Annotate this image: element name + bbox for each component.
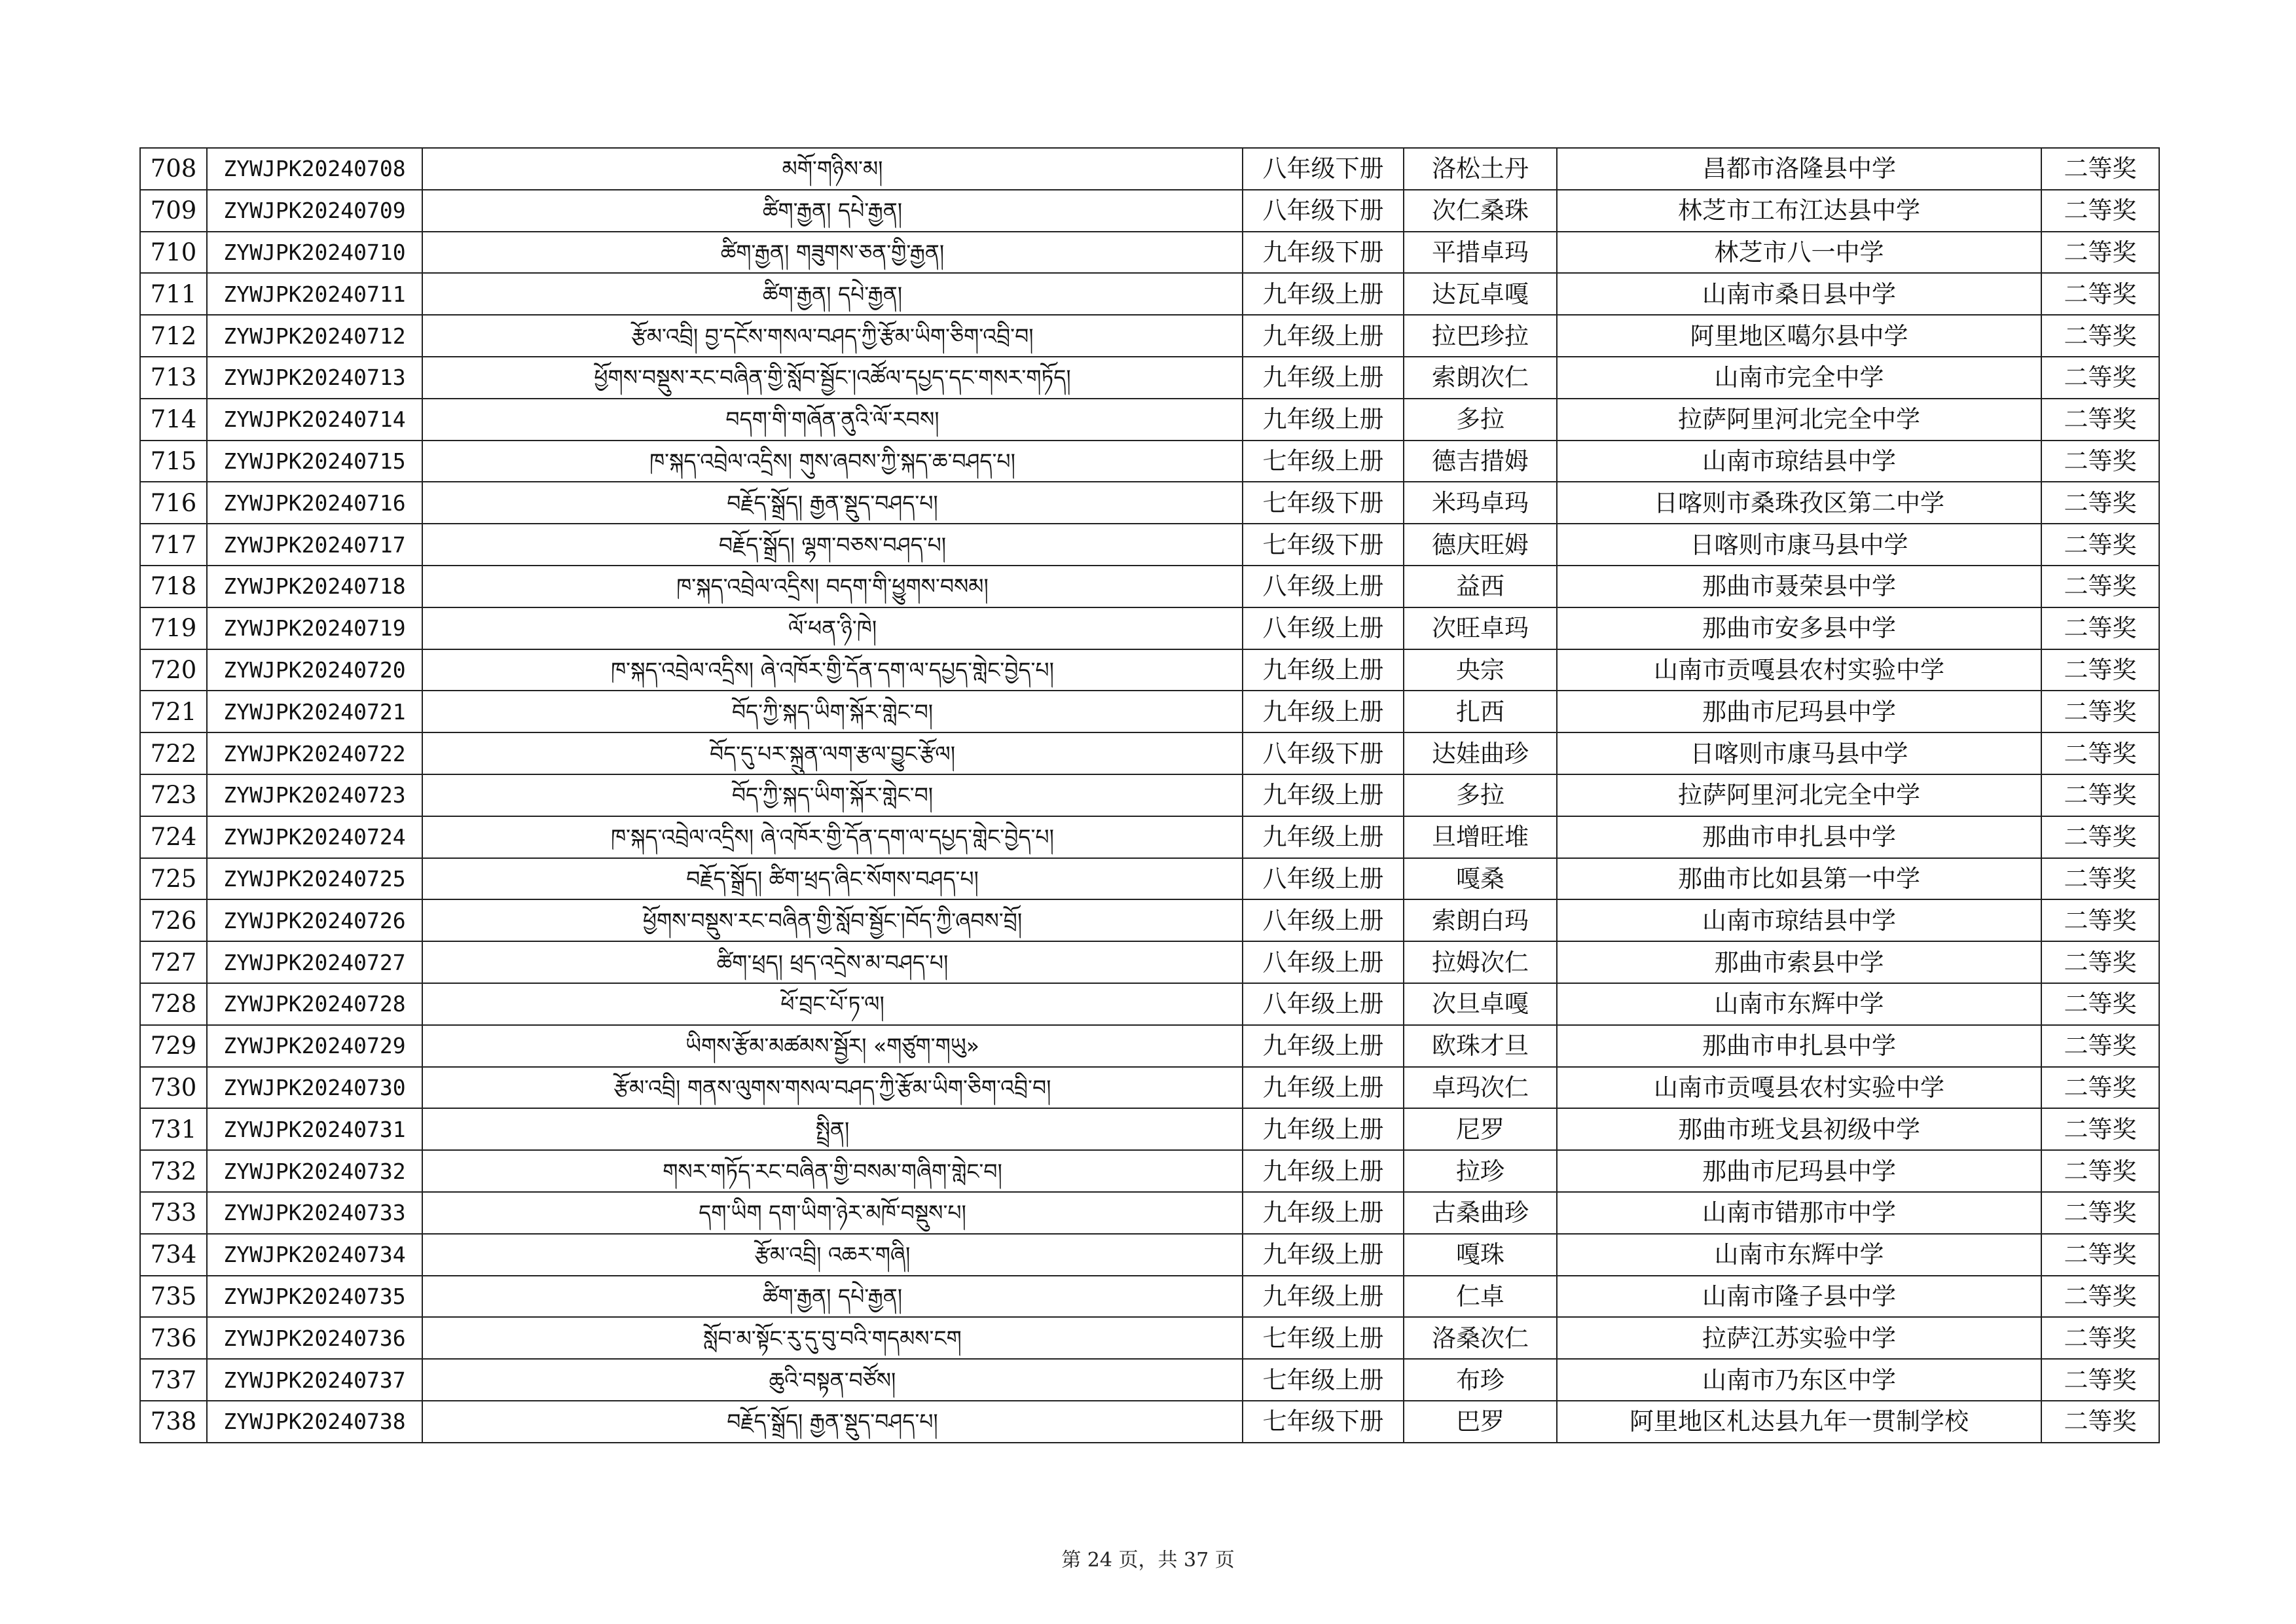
teacher-name-cell: 索朗次仁 (1404, 357, 1557, 399)
award-level-cell: 二等奖 (2041, 148, 2159, 190)
award-level-cell: 二等奖 (2041, 1359, 2159, 1401)
school-name-cell: 日喀则市康马县中学 (1557, 732, 2041, 774)
award-list-table (139, 147, 2160, 1443)
row-number-cell: 708 (140, 148, 207, 190)
table-row (140, 482, 2159, 524)
grade-volume-cell: 九年级上册 (1243, 816, 1404, 858)
table-row (140, 1401, 2159, 1443)
teacher-name-cell: 旦增旺堆 (1404, 816, 1557, 858)
table-row (140, 1234, 2159, 1276)
grade-volume-cell: 八年级上册 (1243, 941, 1404, 983)
award-level-cell: 二等奖 (2041, 357, 2159, 399)
lesson-title-cell: ལོ་ཕན་ཉི་ཁེ། (422, 607, 1243, 649)
entry-code-cell: ZYWJPK20240731 (207, 1108, 422, 1150)
row-number-cell: 724 (140, 816, 207, 858)
entry-code-cell: ZYWJPK20240738 (207, 1401, 422, 1443)
row-number-cell: 713 (140, 357, 207, 399)
grade-volume-cell: 七年级下册 (1243, 524, 1404, 566)
row-number-cell: 725 (140, 858, 207, 900)
school-name-cell: 山南市错那市中学 (1557, 1192, 2041, 1234)
grade-volume-cell: 七年级上册 (1243, 441, 1404, 482)
row-number-cell: 716 (140, 482, 207, 524)
teacher-name-cell: 益西 (1404, 566, 1557, 607)
school-name-cell: 山南市完全中学 (1557, 357, 2041, 399)
grade-volume-cell: 九年级上册 (1243, 1150, 1404, 1192)
row-number-cell: 734 (140, 1234, 207, 1276)
table-row (140, 732, 2159, 774)
grade-volume-cell: 八年级下册 (1243, 148, 1404, 190)
school-name-cell: 林芝市工布江达县中学 (1557, 190, 2041, 232)
table-row (140, 1276, 2159, 1318)
award-level-cell: 二等奖 (2041, 649, 2159, 691)
entry-code-cell: ZYWJPK20240736 (207, 1317, 422, 1359)
award-level-cell: 二等奖 (2041, 1067, 2159, 1109)
entry-code-cell: ZYWJPK20240725 (207, 858, 422, 900)
school-name-cell: 林芝市八一中学 (1557, 232, 2041, 274)
entry-code-cell: ZYWJPK20240713 (207, 357, 422, 399)
table-row (140, 1150, 2159, 1192)
row-number-cell: 709 (140, 190, 207, 232)
entry-code-cell: ZYWJPK20240728 (207, 983, 422, 1025)
table-row (140, 1108, 2159, 1150)
table-row (140, 1067, 2159, 1109)
entry-code-cell: ZYWJPK20240737 (207, 1359, 422, 1401)
school-name-cell: 日喀则市康马县中学 (1557, 524, 2041, 566)
grade-volume-cell: 九年级上册 (1243, 1108, 1404, 1150)
award-level-cell: 二等奖 (2041, 899, 2159, 941)
school-name-cell: 那曲市班戈县初级中学 (1557, 1108, 2041, 1150)
award-level-cell: 二等奖 (2041, 524, 2159, 566)
table-row (140, 858, 2159, 900)
entry-code-cell: ZYWJPK20240717 (207, 524, 422, 566)
lesson-title-cell: དག་ཡིག དག་ཡིག་ཉེར་མཁོ་བསྡུས་པ། (422, 1192, 1243, 1234)
award-level-cell: 二等奖 (2041, 482, 2159, 524)
award-level-cell: 二等奖 (2041, 774, 2159, 816)
teacher-name-cell: 嘎珠 (1404, 1234, 1557, 1276)
row-number-cell: 730 (140, 1067, 207, 1109)
lesson-title-cell: རྩོམ་འབྲི། གནས་ལུགས་གསལ་བཤད་ཀྱི་རྩོམ་ཡིག་ཅིག་འབྲི་བ། (422, 1067, 1243, 1109)
lesson-title-cell: ཁ་སྐད་འབྲེལ་འདྲིས། ཞེ་འཁོར་གྱི་དོན་དག་ལ་དཔྱད་གླེང་བྱེད་པ། (422, 816, 1243, 858)
entry-code-cell: ZYWJPK20240719 (207, 607, 422, 649)
row-number-cell: 723 (140, 774, 207, 816)
award-level-cell: 二等奖 (2041, 858, 2159, 900)
award-level-cell: 二等奖 (2041, 232, 2159, 274)
grade-volume-cell: 九年级上册 (1243, 1025, 1404, 1067)
table-row (140, 983, 2159, 1025)
table-row (140, 232, 2159, 274)
row-number-cell: 721 (140, 691, 207, 732)
lesson-title-cell: ཚིག་རྒྱན། གཟུགས་ཅན་གྱི་རྒྱན། (422, 232, 1243, 274)
grade-volume-cell: 八年级上册 (1243, 858, 1404, 900)
award-level-cell: 二等奖 (2041, 566, 2159, 607)
table-row (140, 1192, 2159, 1234)
teacher-name-cell: 次仁桑珠 (1404, 190, 1557, 232)
grade-volume-cell: 八年级上册 (1243, 566, 1404, 607)
grade-volume-cell: 九年级上册 (1243, 649, 1404, 691)
teacher-name-cell: 德吉措姆 (1404, 441, 1557, 482)
table-row (140, 273, 2159, 315)
teacher-name-cell: 多拉 (1404, 399, 1557, 441)
teacher-name-cell: 次旺卓玛 (1404, 607, 1557, 649)
award-level-cell: 二等奖 (2041, 399, 2159, 441)
award-level-cell: 二等奖 (2041, 607, 2159, 649)
entry-code-cell: ZYWJPK20240711 (207, 273, 422, 315)
school-name-cell: 山南市隆子县中学 (1557, 1276, 2041, 1318)
entry-code-cell: ZYWJPK20240734 (207, 1234, 422, 1276)
table-row (140, 899, 2159, 941)
grade-volume-cell: 七年级上册 (1243, 1359, 1404, 1401)
school-name-cell: 那曲市索县中学 (1557, 941, 2041, 983)
entry-code-cell: ZYWJPK20240726 (207, 899, 422, 941)
table-row (140, 941, 2159, 983)
entry-code-cell: ZYWJPK20240709 (207, 190, 422, 232)
school-name-cell: 那曲市聂荣县中学 (1557, 566, 2041, 607)
entry-code-cell: ZYWJPK20240724 (207, 816, 422, 858)
lesson-title-cell: ཚིག་རྒྱན། དཔེ་རྒྱན། (422, 273, 1243, 315)
table-row (140, 816, 2159, 858)
grade-volume-cell: 九年级上册 (1243, 1067, 1404, 1109)
award-level-cell: 二等奖 (2041, 816, 2159, 858)
row-number-cell: 727 (140, 941, 207, 983)
row-number-cell: 722 (140, 732, 207, 774)
entry-code-cell: ZYWJPK20240718 (207, 566, 422, 607)
entry-code-cell: ZYWJPK20240732 (207, 1150, 422, 1192)
lesson-title-cell: ཕྱོགས་བསྡུས་རང་བཞིན་གྱི་སློབ་སྦྱོང་།འཚོལ་དཔྱད་དང་གསར་གཏོད། (422, 357, 1243, 399)
row-number-cell: 715 (140, 441, 207, 482)
table-row (140, 315, 2159, 357)
teacher-name-cell: 古桑曲珍 (1404, 1192, 1557, 1234)
teacher-name-cell: 洛松土丹 (1404, 148, 1557, 190)
entry-code-cell: ZYWJPK20240727 (207, 941, 422, 983)
entry-code-cell: ZYWJPK20240716 (207, 482, 422, 524)
row-number-cell: 732 (140, 1150, 207, 1192)
lesson-title-cell: བོད་དུ་པར་སྐྲུན་ལག་རྩལ་བྱུང་རྩོལ། (422, 732, 1243, 774)
grade-volume-cell: 九年级上册 (1243, 315, 1404, 357)
row-number-cell: 733 (140, 1192, 207, 1234)
entry-code-cell: ZYWJPK20240721 (207, 691, 422, 732)
lesson-title-cell: ཆུའི་བསྟན་བཙོས། (422, 1359, 1243, 1401)
grade-volume-cell: 九年级上册 (1243, 774, 1404, 816)
lesson-title-cell: རྩོམ་འབྲི། བྱ་དངོས་གསལ་བཤད་ཀྱི་རྩོམ་ཡིག་ཅིག་འབྲི་བ། (422, 315, 1243, 357)
grade-volume-cell: 七年级下册 (1243, 482, 1404, 524)
school-name-cell: 阿里地区札达县九年一贯制学校 (1557, 1401, 2041, 1443)
row-number-cell: 729 (140, 1025, 207, 1067)
grade-volume-cell: 九年级上册 (1243, 1276, 1404, 1318)
lesson-title-cell: ཁ་སྐད་འབྲེལ་འདྲིས། ཞེ་འཁོར་གྱི་དོན་དག་ལ་དཔྱད་གླེང་བྱེད་པ། (422, 649, 1243, 691)
row-number-cell: 736 (140, 1317, 207, 1359)
row-number-cell: 735 (140, 1276, 207, 1318)
grade-volume-cell: 八年级上册 (1243, 983, 1404, 1025)
table-body (140, 148, 2159, 1443)
award-level-cell: 二等奖 (2041, 1317, 2159, 1359)
teacher-name-cell: 仁卓 (1404, 1276, 1557, 1318)
award-level-cell: 二等奖 (2041, 1401, 2159, 1443)
grade-volume-cell: 九年级上册 (1243, 273, 1404, 315)
award-level-cell: 二等奖 (2041, 441, 2159, 482)
school-name-cell: 山南市贡嘎县农村实验中学 (1557, 1067, 2041, 1109)
grade-volume-cell: 八年级下册 (1243, 732, 1404, 774)
row-number-cell: 731 (140, 1108, 207, 1150)
teacher-name-cell: 拉珍 (1404, 1150, 1557, 1192)
entry-code-cell: ZYWJPK20240708 (207, 148, 422, 190)
entry-code-cell: ZYWJPK20240712 (207, 315, 422, 357)
school-name-cell: 拉萨江苏实验中学 (1557, 1317, 2041, 1359)
award-level-cell: 二等奖 (2041, 732, 2159, 774)
school-name-cell: 那曲市申扎县中学 (1557, 816, 2041, 858)
table-row (140, 357, 2159, 399)
entry-code-cell: ZYWJPK20240723 (207, 774, 422, 816)
school-name-cell: 山南市贡嘎县农村实验中学 (1557, 649, 2041, 691)
table-row (140, 691, 2159, 732)
entry-code-cell: ZYWJPK20240720 (207, 649, 422, 691)
lesson-title-cell: སྤྲིན། (422, 1108, 1243, 1150)
grade-volume-cell: 八年级下册 (1243, 190, 1404, 232)
lesson-title-cell: ཕོ་བྲང་པོ་ཏ་ལ། (422, 983, 1243, 1025)
award-level-cell: 二等奖 (2041, 273, 2159, 315)
table-row (140, 1025, 2159, 1067)
entry-code-cell: ZYWJPK20240714 (207, 399, 422, 441)
teacher-name-cell: 达瓦卓嘎 (1404, 273, 1557, 315)
table-row (140, 774, 2159, 816)
award-level-cell: 二等奖 (2041, 983, 2159, 1025)
teacher-name-cell: 拉巴珍拉 (1404, 315, 1557, 357)
teacher-name-cell: 达娃曲珍 (1404, 732, 1557, 774)
entry-code-cell: ZYWJPK20240733 (207, 1192, 422, 1234)
teacher-name-cell: 卓玛次仁 (1404, 1067, 1557, 1109)
grade-volume-cell: 九年级上册 (1243, 1234, 1404, 1276)
lesson-title-cell: བརྗོད་སྒྲོད། ཚིག་ཕྲད་ཞིང་སོགས་བཤད་པ། (422, 858, 1243, 900)
teacher-name-cell: 平措卓玛 (1404, 232, 1557, 274)
award-level-cell: 二等奖 (2041, 1234, 2159, 1276)
lesson-title-cell: ཕྱོགས་བསྡུས་རང་བཞིན་གྱི་སློབ་སྦྱོང་།བོད་ཀྱི་ཞབས་བྲོ། (422, 899, 1243, 941)
lesson-title-cell: གསར་གཏོད་རང་བཞིན་གྱི་བསམ་གཞིག་གླེང་བ། (422, 1150, 1243, 1192)
row-number-cell: 710 (140, 232, 207, 274)
table-row (140, 649, 2159, 691)
row-number-cell: 718 (140, 566, 207, 607)
teacher-name-cell: 德庆旺姆 (1404, 524, 1557, 566)
award-level-cell: 二等奖 (2041, 1025, 2159, 1067)
grade-volume-cell: 七年级下册 (1243, 1401, 1404, 1443)
school-name-cell: 山南市琼结县中学 (1557, 899, 2041, 941)
lesson-title-cell: བརྗོད་སྒྲོད། རྒྱན་སྡུད་བཤད་པ། (422, 1401, 1243, 1443)
lesson-title-cell: ཚིག་ཕྲད། ཕྲད་འདྲེས་མ་བཤད་པ། (422, 941, 1243, 983)
teacher-name-cell: 央宗 (1404, 649, 1557, 691)
teacher-name-cell: 多拉 (1404, 774, 1557, 816)
school-name-cell: 那曲市尼玛县中学 (1557, 1150, 2041, 1192)
lesson-title-cell: བོད་ཀྱི་སྐད་ཡིག་སྐོར་གླེང་བ། (422, 691, 1243, 732)
row-number-cell: 719 (140, 607, 207, 649)
grade-volume-cell: 九年级上册 (1243, 399, 1404, 441)
lesson-title-cell: ཡིགས་རྩོམ་མཚམས་སྦྱོར། «གཙུག་གཡུ» (422, 1025, 1243, 1067)
table-row (140, 399, 2159, 441)
lesson-title-cell: ཁ་སྐད་འབྲེལ་འདྲིས། བདག་གི་ཕྱུགས་བསམ། (422, 566, 1243, 607)
school-name-cell: 日喀则市桑珠孜区第二中学 (1557, 482, 2041, 524)
row-number-cell: 726 (140, 899, 207, 941)
entry-code-cell: ZYWJPK20240735 (207, 1276, 422, 1318)
table-row (140, 1359, 2159, 1401)
lesson-title-cell: རྩོམ་འབྲི། འཆར་གཞི། (422, 1234, 1243, 1276)
school-name-cell: 那曲市尼玛县中学 (1557, 691, 2041, 732)
school-name-cell: 那曲市安多县中学 (1557, 607, 2041, 649)
table-row (140, 190, 2159, 232)
award-level-cell: 二等奖 (2041, 315, 2159, 357)
entry-code-cell: ZYWJPK20240730 (207, 1067, 422, 1109)
grade-volume-cell: 八年级上册 (1243, 607, 1404, 649)
school-name-cell: 山南市东辉中学 (1557, 1234, 2041, 1276)
teacher-name-cell: 尼罗 (1404, 1108, 1557, 1150)
school-name-cell: 昌都市洛隆县中学 (1557, 148, 2041, 190)
row-number-cell: 717 (140, 524, 207, 566)
teacher-name-cell: 布珍 (1404, 1359, 1557, 1401)
school-name-cell: 那曲市比如县第一中学 (1557, 858, 2041, 900)
row-number-cell: 714 (140, 399, 207, 441)
lesson-title-cell: མགོ་གཉིས་མ། (422, 148, 1243, 190)
lesson-title-cell: བརྗོད་སྒྲོད། རྒྱན་སྡུད་བཤད་པ། (422, 482, 1243, 524)
teacher-name-cell: 扎西 (1404, 691, 1557, 732)
teacher-name-cell: 拉姆次仁 (1404, 941, 1557, 983)
entry-code-cell: ZYWJPK20240729 (207, 1025, 422, 1067)
award-level-cell: 二等奖 (2041, 1276, 2159, 1318)
school-name-cell: 拉萨阿里河北完全中学 (1557, 399, 2041, 441)
lesson-title-cell: ཚིག་རྒྱན། དཔེ་རྒྱན། (422, 1276, 1243, 1318)
grade-volume-cell: 九年级下册 (1243, 232, 1404, 274)
school-name-cell: 山南市琼结县中学 (1557, 441, 2041, 482)
row-number-cell: 720 (140, 649, 207, 691)
award-level-cell: 二等奖 (2041, 691, 2159, 732)
award-level-cell: 二等奖 (2041, 1150, 2159, 1192)
school-name-cell: 阿里地区噶尔县中学 (1557, 315, 2041, 357)
table-row (140, 524, 2159, 566)
grade-volume-cell: 九年级上册 (1243, 357, 1404, 399)
lesson-title-cell: སློབ་མ་སྟོང་རུ་དུ་བུ་བའི་གདམས་ངག (422, 1317, 1243, 1359)
teacher-name-cell: 洛桑次仁 (1404, 1317, 1557, 1359)
award-level-cell: 二等奖 (2041, 190, 2159, 232)
lesson-title-cell: བོད་ཀྱི་སྐད་ཡིག་སྐོར་གླེང་བ། (422, 774, 1243, 816)
grade-volume-cell: 九年级上册 (1243, 1192, 1404, 1234)
teacher-name-cell: 米玛卓玛 (1404, 482, 1557, 524)
grade-volume-cell: 七年级上册 (1243, 1317, 1404, 1359)
teacher-name-cell: 嘎桑 (1404, 858, 1557, 900)
teacher-name-cell: 欧珠才旦 (1404, 1025, 1557, 1067)
grade-volume-cell: 九年级上册 (1243, 691, 1404, 732)
teacher-name-cell: 巴罗 (1404, 1401, 1557, 1443)
award-level-cell: 二等奖 (2041, 1108, 2159, 1150)
table-row (140, 1317, 2159, 1359)
teacher-name-cell: 次旦卓嘎 (1404, 983, 1557, 1025)
award-level-cell: 二等奖 (2041, 941, 2159, 983)
school-name-cell: 那曲市申扎县中学 (1557, 1025, 2041, 1067)
entry-code-cell: ZYWJPK20240715 (207, 441, 422, 482)
school-name-cell: 山南市乃东区中学 (1557, 1359, 2041, 1401)
school-name-cell: 山南市东辉中学 (1557, 983, 2041, 1025)
entry-code-cell: ZYWJPK20240722 (207, 732, 422, 774)
lesson-title-cell: ཚིག་རྒྱན། དཔེ་རྒྱན། (422, 190, 1243, 232)
row-number-cell: 738 (140, 1401, 207, 1443)
school-name-cell: 山南市桑日县中学 (1557, 273, 2041, 315)
row-number-cell: 728 (140, 983, 207, 1025)
teacher-name-cell: 索朗白玛 (1404, 899, 1557, 941)
page-number-footer: 第 24 页，共 37 页 (1061, 1549, 1235, 1572)
table-row (140, 441, 2159, 482)
table-row (140, 607, 2159, 649)
lesson-title-cell: ཁ་སྐད་འབྲེལ་འདྲིས། གུས་ཞབས་ཀྱི་སྐད་ཆ་བཤད་པ། (422, 441, 1243, 482)
table-row (140, 566, 2159, 607)
entry-code-cell: ZYWJPK20240710 (207, 232, 422, 274)
row-number-cell: 737 (140, 1359, 207, 1401)
school-name-cell: 拉萨阿里河北完全中学 (1557, 774, 2041, 816)
lesson-title-cell: བདག་གི་གཞོན་ནུའི་ལོ་རབས། (422, 399, 1243, 441)
grade-volume-cell: 八年级上册 (1243, 899, 1404, 941)
table-row (140, 148, 2159, 190)
lesson-title-cell: བརྗོད་སྒྲོད། ལྷག་བཅས་བཤད་པ། (422, 524, 1243, 566)
row-number-cell: 711 (140, 273, 207, 315)
award-level-cell: 二等奖 (2041, 1192, 2159, 1234)
row-number-cell: 712 (140, 315, 207, 357)
